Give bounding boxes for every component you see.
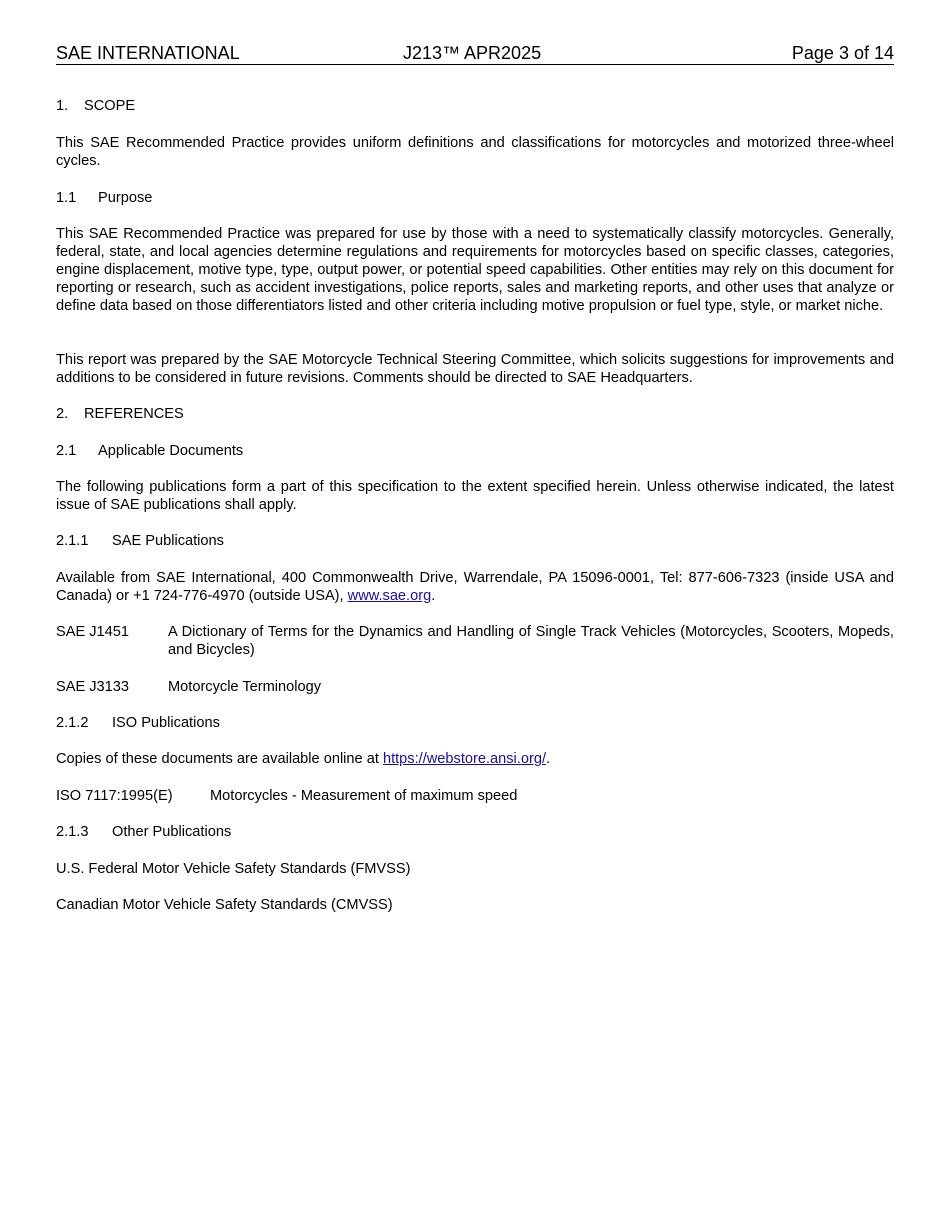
section-purpose-heading: 1.1 Purpose <box>56 190 153 206</box>
purpose-paragraph-1: This SAE Recommended Practice was prepared for use by those with a need to systematically classify motorcycles. Generally, federal, state, and local agencies determine regulations and requirements for motorcycles based on specific classes, categories, engine displacement, motive type, type, output power, or potential speed capabilities. Other entities may rely on this document for reporting or research, such as accident investigations, police reports, sales and marketing reports, and other uses that analyze or define data based on those differentiators listed and other criteria including motive propulsion or fuel type, style, or market niche. <box>56 226 894 314</box>
reference-code: SAE J3133 <box>56 679 130 695</box>
purpose-paragraph-2: This report was prepared by the SAE Motorcycle Technical Steering Committee, which solicits suggestions for improvements and additions to be considered in future revisions. Comments should be directed to SAE Headquarters. <box>56 352 894 386</box>
section-iso-publications-heading: 2.1.2 ISO Publications <box>56 715 220 731</box>
reference-title: Motorcycles - Measurement of maximum speed <box>210 788 518 804</box>
section-sae-publications-heading: 2.1.1 SAE Publications <box>56 533 224 549</box>
sae-publications-paragraph: Available from SAE International, 400 Commonwealth Drive, Warrendale, PA 15096-0001, Tel: 877-606-7323 (inside USA and Canada) or +1 724-776-4970 (outside USA), www.sae.org. <box>56 570 894 604</box>
reference-item <box>56 678 894 696</box>
header-doc-id: J213™ APR2025 <box>403 43 542 63</box>
scope-paragraph: This SAE Recommended Practice provides uniform definitions and classifications for motorcycles and motorized three-wheel cycles. <box>56 135 894 169</box>
section-other-publications-heading: 2.1.3 Other Publications <box>56 824 232 840</box>
ansi-webstore-link[interactable]: https://webstore.ansi.org/ <box>382 751 546 767</box>
reference-item <box>56 787 894 805</box>
reference-title: A Dictionary of Terms for the Dynamics and Handling of Single Track Vehicles (Motorcycles, Scooters, Mopeds, and Bicycles) <box>168 624 894 658</box>
section-applicable-heading: 2.1 Applicable Documents <box>56 443 244 459</box>
header-page-number: Page 3 of 14 <box>791 43 894 63</box>
applicable-paragraph: The following publications form a part of this specification to the extent specified herein. Unless otherwise indicated, the latest issue of SAE publications shall apply. <box>56 479 894 513</box>
iso-publications-paragraph: Copies of these documents are available online at https://webstore.ansi.org/. <box>56 751 551 767</box>
other-publication-item: Canadian Motor Vehicle Safety Standards (CMVSS) <box>56 897 393 913</box>
sae-website-link[interactable]: www.sae.org <box>347 588 432 604</box>
header-org: SAE INTERNATIONAL <box>56 43 240 63</box>
page-header <box>56 43 894 65</box>
reference-item <box>56 623 894 659</box>
reference-code: ISO 7117:1995(E) <box>56 788 173 804</box>
section-references-heading: 2. REFERENCES <box>56 406 184 422</box>
other-publication-item: U.S. Federal Motor Vehicle Safety Standards (FMVSS) <box>56 861 411 877</box>
reference-title: Motorcycle Terminology <box>168 679 322 695</box>
section-scope-heading: 1. SCOPE <box>56 98 136 114</box>
reference-code: SAE J1451 <box>56 624 130 640</box>
